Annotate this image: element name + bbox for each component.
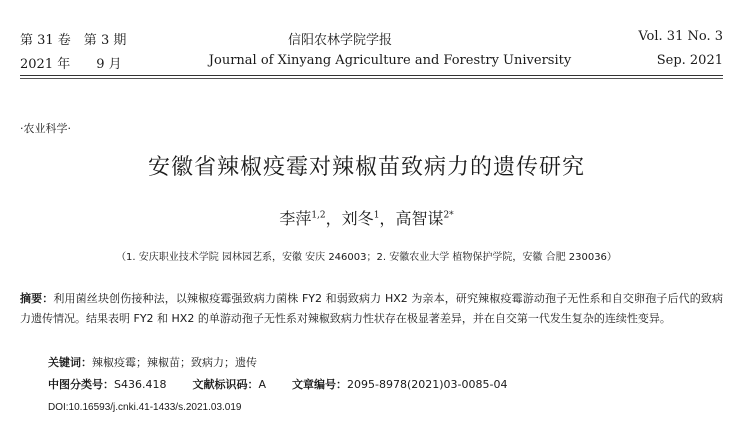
date-cn: 2021 年 9 月 <box>20 57 122 72</box>
header-rule-thin <box>20 78 723 79</box>
date-en: Sep. 2021 <box>656 53 723 68</box>
author-list <box>0 206 733 229</box>
paper-title: 安徽省辣椒疫霉对辣椒苗致病力的遗传研究 <box>147 155 585 180</box>
journal-name-cn: 信阳农林学院学报 <box>287 33 392 48</box>
section-label: ·农业科学· <box>20 122 71 135</box>
author-affil-mark: 1,2 <box>311 210 326 221</box>
author-name: 李萍 <box>279 209 312 228</box>
volume-issue-en: Vol. 31 No. 3 <box>638 29 723 44</box>
author-name: 刘冬 <box>341 209 374 228</box>
abstract-label: 摘要： <box>20 292 54 305</box>
article-number-value: 2095-8978(2021)03-0085-04 <box>347 378 508 391</box>
author-separator: ， <box>379 209 396 228</box>
author-name: 高智谋 <box>395 209 444 228</box>
keywords-text: 辣椒疫霉；辣椒苗；致病力；遗传 <box>92 356 257 369</box>
header-rule-thick <box>20 75 723 76</box>
volume-issue-cn: 第 31 卷 第 3 期 <box>20 33 127 48</box>
journal-name-en: Journal of Xinyang Agriculture and Forestry University <box>208 53 572 68</box>
clc-value: S436.418 <box>114 378 167 391</box>
doi-link[interactable]: DOI:10.16593/j.cnki.41-1433/s.2021.03.019 <box>48 402 242 413</box>
author-separator: ， <box>325 209 342 228</box>
doc-code-value: A <box>258 378 267 391</box>
doc-code-label: 文献标识码： <box>192 378 259 391</box>
abstract-text: 利用菌丝块创伤接种法，以辣椒疫霉强致病力菌株 FY2 和弱致病力 HX2 为亲本，研究辣椒疫霉游动孢子无性系和自交卵孢子后代的致病力遗传情况。结果表明 FY2 和 HX2 的单游动孢子无性系对辣椒致病力性状存在极显著差异，并在自交第一代发生复杂的连续性变异。 <box>20 292 723 325</box>
keywords <box>48 354 257 370</box>
author-affil-mark: 2* <box>443 210 454 221</box>
clc-label: 中图分类号： <box>48 378 114 391</box>
classification-line <box>48 376 507 392</box>
keywords-label: 关键词： <box>48 356 92 369</box>
author-affil-mark: 1 <box>373 210 380 221</box>
article-number-label: 文章编号： <box>292 378 348 391</box>
affiliation: （1. 安庆职业技术学院 园林园艺系，安徽 安庆 246003；2. 安徽农业大学 植物保护学院，安徽 合肥 230036） <box>116 252 617 263</box>
abstract <box>20 289 723 329</box>
